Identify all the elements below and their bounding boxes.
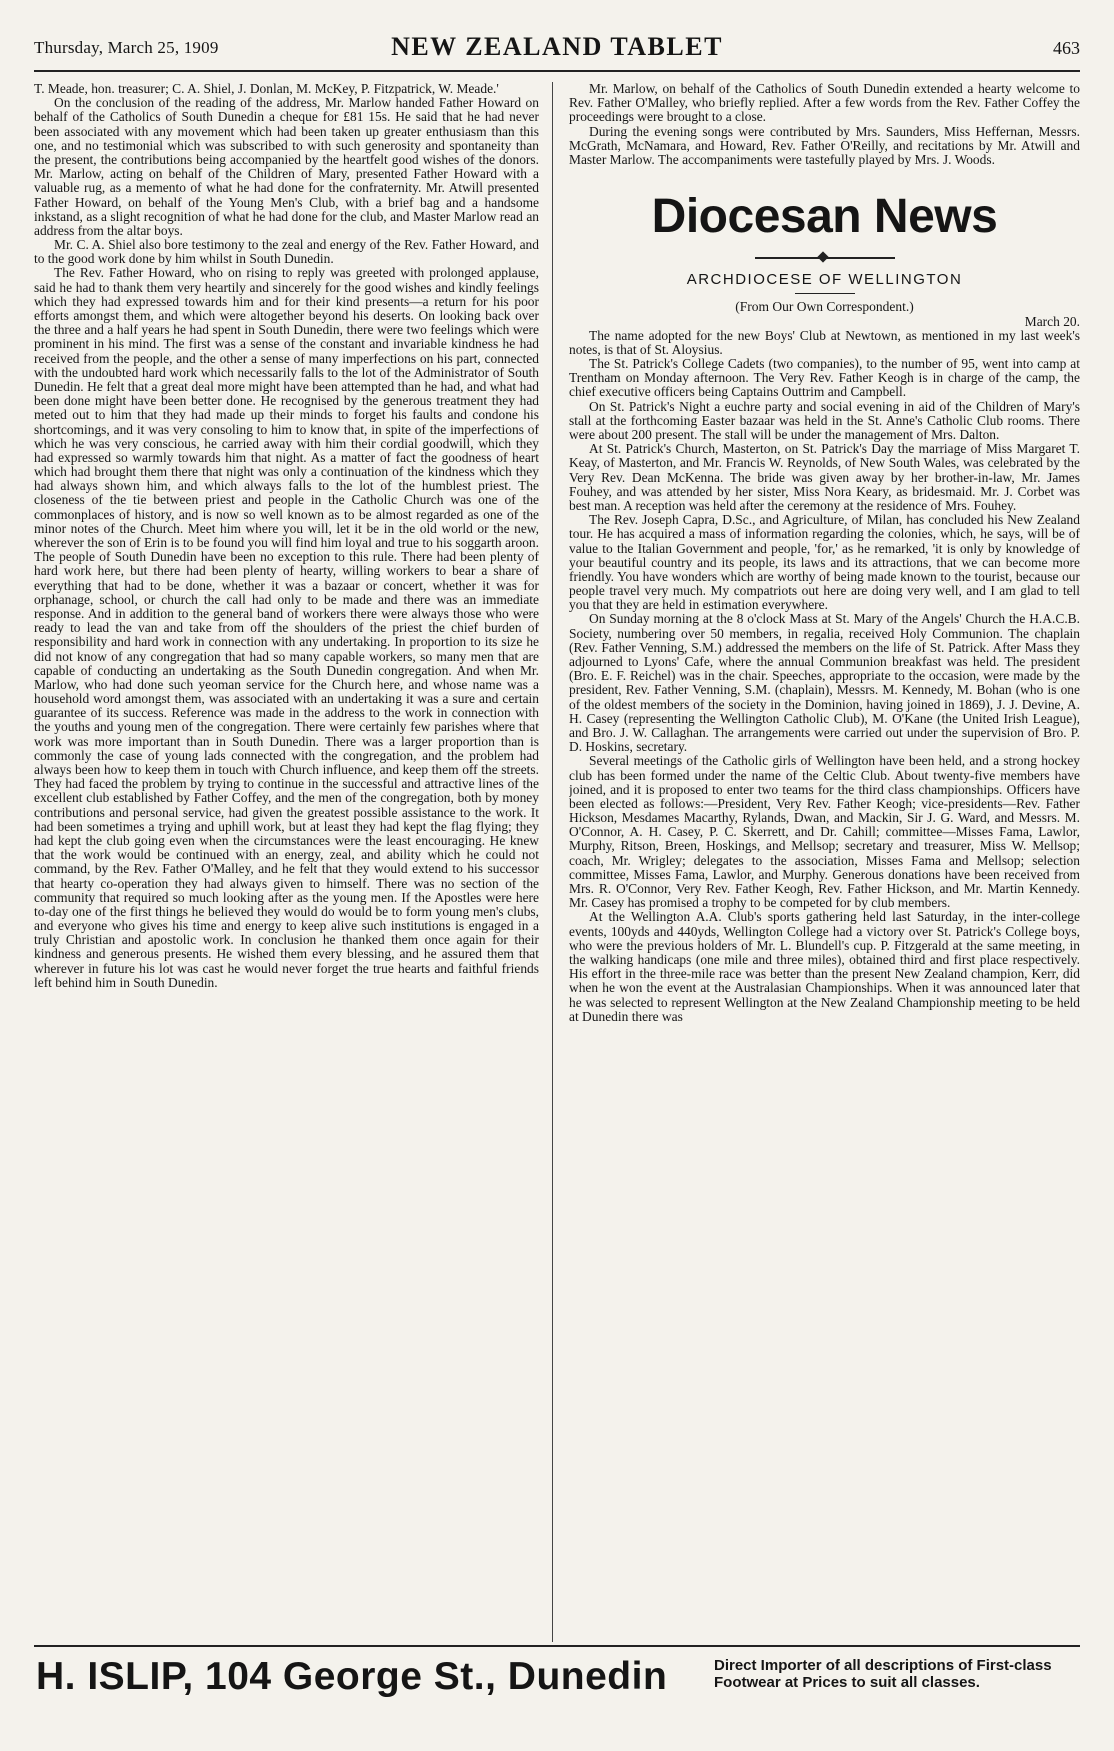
- article-paragraph: T. Meade, hon. treasurer; C. A. Shiel, J. Donlan, M. McKey, P. Fitzpatrick, W. Meade.': [34, 82, 499, 96]
- news-paragraph: The St. Patrick's College Cadets (two companies), to the number of 95, went into camp at Trentham on Monday afternoon. The Very Rev. Father Keogh is in charge of the camp, the chief executive officers being Captains Outtrim and Campbell.: [569, 356, 1080, 400]
- news-paragraph: At the Wellington A.A. Club's sports gathering held last Saturday, in the inter-college events, 100yds and 440yds, Wellington College had a victory over St. Patrick's College boys, who were the previous holders of Mr. L. Blundell's cup. P. Fitzgerald at the same meeting, in the walking handicaps (one mile and three miles), obtained third and first place respectively. His effort in the three-mile race was better than the present New Zealand champion, Kerr, did when he won the event at the Australasian Championships. When it was announced later that he was selected to represent Wellington at the New Zealand Championship meeting to be held at Dunedin there was: [569, 909, 1080, 1024]
- article-paragraph: On the conclusion of the reading of the address, Mr. Marlow handed Father Howard on behalf of the Catholics of South Dunedin a cheque for £81 15s. He said that he had never been associated with any movement which had been taken up greater enthusiasm than this one, and no testimonial which was subscribed to with such generosity and spontaneity than the present, the contributions being accompanied by the heartfelt good wishes of the donors. Mr. Marlow, acting on behalf of the Children of Mary, presented Father Howard with a valuable rug, as a memento of what he had done for the confraternity. Mr. Atwill presented Father Howard, on behalf of the Young Men's Club, with a brief bag and a handsome inkstand, as a slight recognition of what he had done for the club, and Master Marlow read an address from the altar boys.: [34, 95, 539, 238]
- publication-title: NEW ZEALAND TABLET: [391, 32, 723, 61]
- news-paragraph: On St. Patrick's Night a euchre party and social evening in aid of the Children of Mary's stall at the forthcoming Easter bazaar was held in the St. Anne's Catholic Club rooms. There were about 200 present. The stall will be under the management of Mrs. Dalton.: [569, 398, 1080, 442]
- news-paragraph: The Rev. Joseph Capra, D.Sc., and Agriculture, of Milan, has concluded his New Zealand tour. He has acquired a mass of information regarding the colonies, which, he says, will be of value to the Italian Government and people, 'for,' as he remarked, 'it is only by knowledge of your beautiful country and its people, its laws and its attractions, that we can become more friendly. You have wonders which are worthy of being made known to the tourist, because our people travel very much. My compatriots out here are doing very well, and I am glad to tell you that they are held in estimation everywhere.: [569, 512, 1080, 613]
- advert-tagline-line: Footwear at Prices to suit all classes.: [714, 1674, 980, 1691]
- article-paragraph: Mr. Marlow, on behalf of the Catholics of South Dunedin extended a hearty welcome to Rev. Father O'Malley, who briefly replied. After a few words from the Rev. Father Coffey the proceedings were brought to a close.: [569, 82, 1080, 125]
- page-number: 463: [1053, 38, 1080, 58]
- masthead: [34, 32, 1080, 72]
- footer-rule: [34, 1645, 1080, 1647]
- news-paragraph: Several meetings of the Catholic girls of Wellington have been held, and a strong hockey club has been formed under the name of the Celtic Club. About twenty-five members have joined, and it is proposed to enter two teams for the third class championships. Officers have been elected as follows:—President, Very Rev. Father Keogh; vice-presidents—Rev. Father Hickson, Mesdames Macarthy, Rylands, Dwan, and Mackin, Sir J. G. Ward, and Messrs. M. O'Connor, A. H. Casey, P. C. Skerrett, and Dr. Cahill; committee—Misses Fama, Lawlor, Murphy, Ritson, Breen, Hoskings, and Mellsop; secretary and treasurer, Miss W. Mellsop; coach, Mr. Wrigley; delegates to the association, Misses Fama and Mellsop; selection committee, Misses Fama, Lawlor, and Murphy. Generous donations have been received from Mrs. R. O'Connor, Very Rev. Father Keogh, Rev. Father Hickson, and Mr. Martin Kennedy. Mr. Casey has promised a trophy to be competed for by club members.: [569, 753, 1080, 911]
- right-column: [569, 82, 1080, 1641]
- news-paragraph: At St. Patrick's Church, Masterton, on St. Patrick's Day the marriage of Miss Margaret T. Keay, of Masterton, and Mr. Francis W. Reynolds, of New South Wales, was celebrated by the Very Rev. Dean McKenna. The bride was given away by her brother-in-law, Mr. James Fouhey, and was attended by her sister, Miss Nora Keary, as bridesmaid. Mr. J. Corbet was best man. A reception was held after the ceremony at the residence of Mrs. Fouhey.: [569, 441, 1080, 513]
- subsection-heading: ARCHDIOCESE OF WELLINGTON: [686, 271, 963, 289]
- ornamental-rule: [755, 253, 895, 261]
- news-paragraph: On Sunday morning at the 8 o'clock Mass at St. Mary of the Angels' Church the H.A.C.B. Society, numbering over 50 members, in regalia, received Holy Communion. The chaplain (Rev. Father Venning, S.M.) addressed the members on the life of St. Patrick. After Mass they adjourned to Lyons' Cafe, where the annual Communion breakfast was held. The president (Bro. E. F. Reichel) was in the chair. Speeches, appropriate to the occasion, were made by the president, Rev. Father Venning, S.M. (chaplain), Messrs. M. Kennedy, M. Bohan (who is one of the oldest members of the society in the Dominion, having joined in 1869), J. J. Devine, A. H. Casey (representing the Wellington Catholic Club), M. O'Kane (the United Irish League), and Bro. J. W. Callaghan. The arrangements were carried out under the supervision of Bro. P. D. Hoskins, secretary.: [569, 611, 1080, 755]
- advert-tagline: [714, 1657, 1052, 1691]
- article-paragraph: During the evening songs were contributed by Mrs. Saunders, Miss Heffernan, Messrs. McGrath, McNamara, and Howard, Rev. Father O'Reilly, and recitations by Mr. Atwill and Master Marlow. The accompaniments were tastefully played by Mrs. J. Woods.: [569, 123, 1080, 167]
- advert-tagline-line: Direct Importer of all descriptions of First-class: [714, 1657, 1052, 1674]
- diamond-ornament-icon: [817, 251, 828, 262]
- advertisement: [34, 1655, 1080, 1715]
- article-paragraph: Mr. C. A. Shiel also bore testimony to the zeal and energy of the Rev. Father Howard, and to the good work done by him whilst in South Dunedin.: [34, 237, 539, 267]
- left-column: [34, 82, 539, 1641]
- short-rule: [795, 293, 855, 294]
- section-heading: Diocesan News: [651, 190, 998, 244]
- issue-date: Thursday, March 25, 1909: [34, 38, 219, 57]
- dateline: March 20.: [1024, 313, 1080, 329]
- advert-headline: H. ISLIP, 104 George St., Dunedin: [36, 1655, 668, 1698]
- column-divider: [552, 82, 553, 1642]
- news-paragraph: The name adopted for the new Boys' Club at Newtown, as mentioned in my last week's notes, is that of St. Aloysius.: [569, 327, 1080, 357]
- correspondent-line: (From Our Own Correspondent.): [735, 299, 914, 315]
- header-rule: [34, 70, 1080, 72]
- article-paragraph: The Rev. Father Howard, who on rising to reply was greeted with prolonged applause, said he had to thank them very heartily and sincerely for the good wishes and kindly feelings which they had expressed towards him and for their kind presents—a return for his poor efforts amongst them, and which were altogether beyond his deserts. On looking back over the three and a half years he had spent in South Dunedin, there were two feelings which were prominent in his mind. The first was a sense of the constant and invariable kindness he had received from the people, and the other a sense of many imperfections on his part, connected with the undoubted hard work which necessarily falls to the lot of the Administrator of South Dunedin. He felt that a great deal more might have been attempted than he had, and what had been done might have been better done. He recognised by the generous treatment they had meted out to him that they had made up their minds to forget his faults and condone his shortcomings, and it was very consoling to him to know that, in spite of the imperfections of which he was very conscious, he carried away with him their cordial goodwill, which they had expressed so warmly towards him that night. As a matter of fact the goodness of heart which had brought them there that night was only a continuation of the kindness which they had always shown him, and which always falls to the lot of the humblest priest. The closeness of the tie between priest and people in the Catholic Church was one of the commonplaces of history, and is now so well known as to be almost regarded as one of the minor notes of the Church. Meet him where you will, let it be in the old world or the new, wherever the son of Erin is to be found you will find him loyal and true to his soggarth aroon. The people of South Dunedin have been no exception to this rule. There had been plenty of hard work here, but there had been plenty of hearty, willing workers to bear a share of everything that had to be done, whether it was a bazaar or concert, whether it was for orphanage, school, or church the call had only to be made and there was an immediate response. And in addition to the general band of workers there were always those who were ready to lead the van and take from off the shoulders of the priest the chief burden of responsibility and hard work in connection with any undertaking. In proportion to its size he did not know of any congregation that had so many capable workers, so many men that are capable of conducting an undertaking as the South Dunedin congregation. And when Mr. Marlow, who had done such yeoman service for the Church here, and whose name was a household word amongst them, was associated with an undertaking it was a sure and certain guarantee of its success. Reference was made in the address to the work in connection with the youths and young men of the congregation. There were certainly few parishes where that work was more important than in South Dunedin. There was a larger proportion than is commonly the case of young lads connected with the congregation, and the problem had always been how to keep them in touch with Church influence, and keep them off the streets. They had faced the problem by trying to continue in the successful and attractive lines of the excellent club established by Father Coffey, and the men of the congregation, both by money contributions and personal service, had given the greatest possible assistance to the work. It had been sometimes a trying and uphill work, but at least they had kept the flag flying; they had kept the club going even when the circumstances were the least encouraging. He knew that the work would be continued with an energy, zeal, and ability which he could not command, by the Rev. Father O'Malley, and he felt that they would extend to his successor that hearty co-operation they had always given to himself. There was no section of the community that required so much looking after as the young men. If the Apostles were here to-day one of the first things he believed they would do would be to form young men's clubs, and everyone who gives his time and energy to keep alive such institutions is engaged in a truly Christian and apostolic work. In conclusion he thanked them once again for their kindness and generous presents. He wished them every blessing, and he assured them that wherever in future his lot was cast he would never forget the true hearts and faithful friends left behind him in South Dunedin.: [34, 265, 539, 990]
